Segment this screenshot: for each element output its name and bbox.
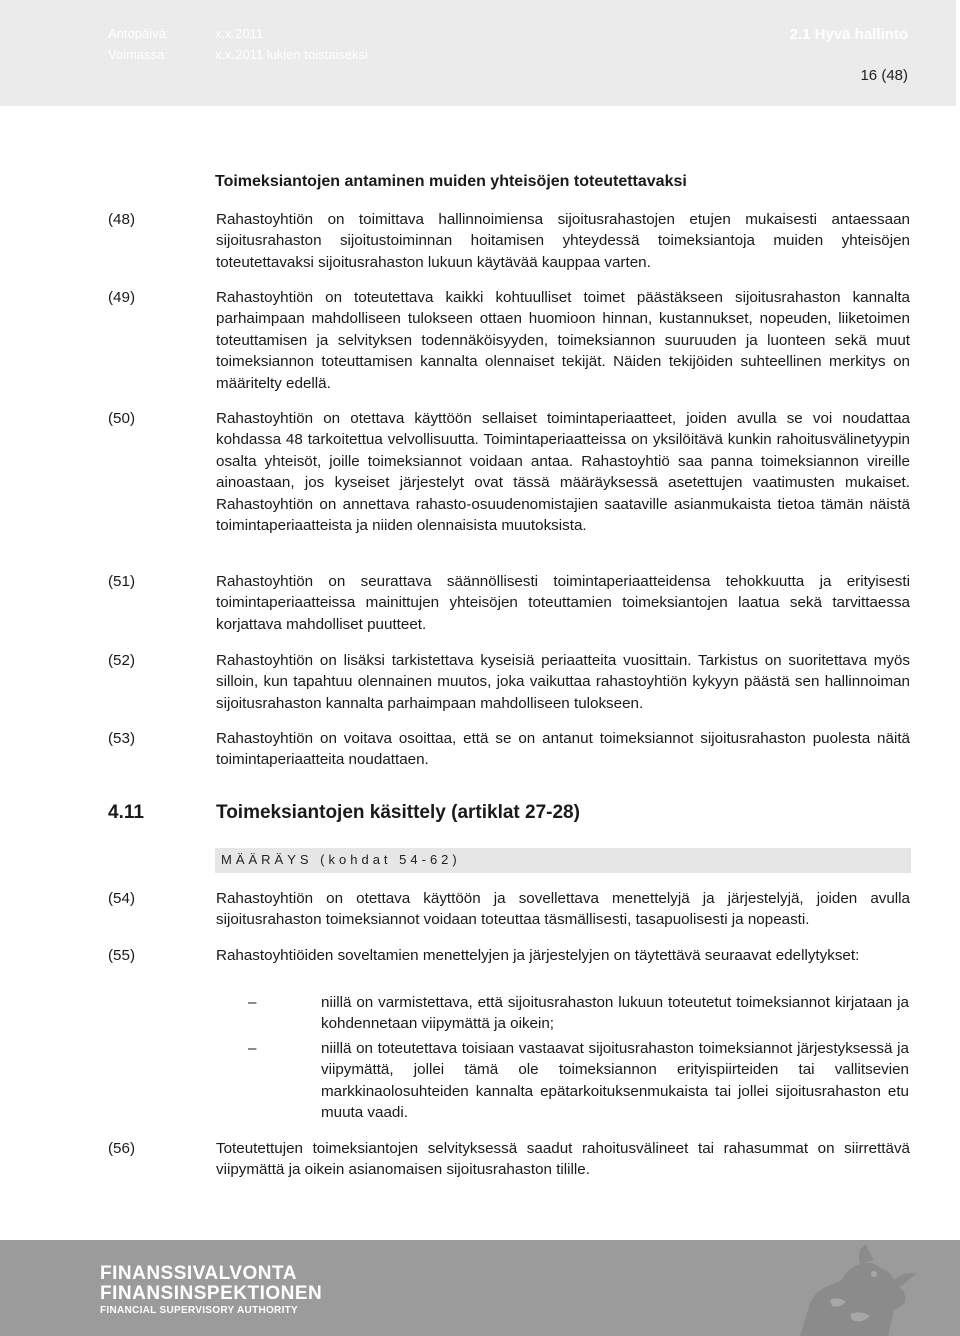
paragraph-number: (50) bbox=[108, 410, 136, 427]
page-footer bbox=[0, 1240, 960, 1336]
bullet-dash: – bbox=[248, 1040, 257, 1057]
logo-line-3: FINANCIAL SUPERVISORY AUTHORITY bbox=[100, 1305, 299, 1316]
paragraph-number: (48) bbox=[108, 211, 136, 228]
paragraph-number: (56) bbox=[108, 1140, 136, 1157]
paragraph-number: (52) bbox=[108, 652, 136, 669]
paragraph-text: Toteutettujen toimeksiantojen selvityksessä saadut rahoitusvälineet tai rahasummat on siirrettävä viipymättä ja oikein asianomaisen sijoitusrahaston tilille. bbox=[216, 1140, 910, 1179]
bullet-dash: – bbox=[248, 994, 257, 1011]
bullet-text: niillä on toteutettava toisiaan vastaavat sijoitusrahaston toimeksiannot järjestyksessä ja viipymättä, jollei tämä ole toimeksiannon erityispiirteiden tai vallitsevien markkinaolosuhteiden kannalta epätarkoituksenmukaista tai jollei sijoitusrahaston etu muuta vaadi. bbox=[321, 1040, 909, 1122]
paragraph-text: Rahastoyhtiöiden soveltamien menettelyjen ja järjestelyjen on täytettävä seuraavat edellytykset: bbox=[216, 947, 860, 964]
paragraph-text: Rahastoyhtiön on toteutettava kaikki kohtuulliset toimet päästäkseen sijoitusrahaston kannalta parhaimpaan mahdolliseen tulokseen ottaen huomioon hinnan, kustannukset, nopeuden, liiketoimen toteuttamisen ja selvityksen todennäköisyyden, toimeksiannon suuruuden ja luonteen sekä muut toimeksiannon toteuttamisen kannalta olennaiset tekijät. Näiden tekijöiden suhteellinen merkitys on määritelty edellä. bbox=[216, 289, 910, 392]
section-title: 2.1 Hyvä hallinto bbox=[789, 26, 908, 43]
paragraph-text: Rahastoyhtiön on toimittava hallinnoimiensa sijoitusrahastojen etujen mukaisesti antaessaan sijoitusrahaston sijoitustoiminnan hoitamisen yhteydessä toimeksiantoja muiden yhteisöjen toteutettavaksi sijoitusrahaston lukuun käytävää kauppaa varten. bbox=[216, 211, 910, 271]
fiva-logo bbox=[100, 1264, 322, 1318]
page-number: 16 (48) bbox=[860, 67, 908, 84]
logo-line-2: FINANSINSPEKTIONEN bbox=[100, 1283, 323, 1304]
voimassa-label: Voimassa: bbox=[108, 47, 168, 62]
section-number: 4.11 bbox=[108, 802, 144, 823]
paragraph-number: (49) bbox=[108, 289, 136, 306]
section-heading-title: Toimeksiantojen käsittely (artiklat 27-28) bbox=[216, 802, 580, 823]
paragraph-text: Rahastoyhtiön on lisäksi tarkistettava kyseisiä periaatteita vuosittain. Tarkistus on suoritettava myös silloin, kun tapahtuu olennainen muutos, joka vaikuttaa rahastoyhtiön kykyyn päästä sen hallinnoiman sijoitusrahaston kannalta parhaimpaan mahdolliseen tulokseen. bbox=[216, 652, 910, 712]
logo-line-1: FINANSSIVALVONTA bbox=[100, 1263, 297, 1284]
paragraph-number: (51) bbox=[108, 573, 136, 590]
regulation-label: MÄÄRÄYS (kohdat 54-62) bbox=[221, 852, 461, 867]
paragraph-text: Rahastoyhtiön on otettava käyttöön sellaiset toimintaperiaatteet, joiden avulla se voi noudattaa kohdassa 48 tarkoitettua velvollisuutta. Toimintaperiaatteissa on yksilöitävä kunkin rahoitusvälinetyypin osalta yhteisöt, joille toimeksiannot voidaan antaa. Rahastoyhtiö saa panna toimeksiannon vireille ainoastaan, jos kyseiset järjestelyt ovat tässä määräyksessä asetettujen vaatimusten mukaiset. Rahastoyhtiön on annettava rahasto-osuudenomistajien saataville asianmukaista tietoa tämän näistä toimintaperiaatteista ja niiden olennaisista muutoksista. bbox=[216, 410, 910, 535]
lion-emblem-icon bbox=[790, 1240, 920, 1336]
voimassa-value: x.x.2011 lukien toistaiseksi bbox=[215, 47, 368, 62]
subsection-title: Toimeksiantojen antaminen muiden yhteisöjen toteutettavaksi bbox=[215, 173, 687, 190]
antopaiva-value: x.x.2011 bbox=[215, 26, 264, 41]
paragraph-number: (53) bbox=[108, 730, 136, 747]
regulation-band bbox=[215, 848, 911, 873]
bullet-text: niillä on varmistettava, että sijoitusrahaston lukuun toteutetut toimeksiannot kirjataan ja kohdennetaan viipymättä ja oikein; bbox=[321, 994, 909, 1033]
paragraph-text: Rahastoyhtiön on otettava käyttöön ja sovellettava menettelyjä ja järjestelyjä, joiden avulla sijoitusrahaston toimeksiannot voidaan toteuttaa täsmällisesti, tasapuolisesti ja nopeasti. bbox=[216, 890, 910, 929]
page-header bbox=[0, 0, 956, 106]
paragraph-text: Rahastoyhtiön on seurattava säännöllisesti toimintaperiaatteidensa tehokkuutta ja erityisesti toimintaperiaatteissa mainittujen yhteisöjen toteuttamien toimeksiantojen laatua sekä tarvittaessa korjattava mahdolliset puutteet. bbox=[216, 573, 910, 633]
paragraph-text: Rahastoyhtiön on voitava osoittaa, että se on antanut toimeksiannot sijoitusrahaston puolesta näitä toimintaperiaatteita noudattaen. bbox=[216, 730, 910, 769]
antopaiva-label: Antopäivä: bbox=[108, 26, 170, 41]
paragraph-number: (54) bbox=[108, 890, 136, 907]
paragraph-number: (55) bbox=[108, 947, 136, 964]
